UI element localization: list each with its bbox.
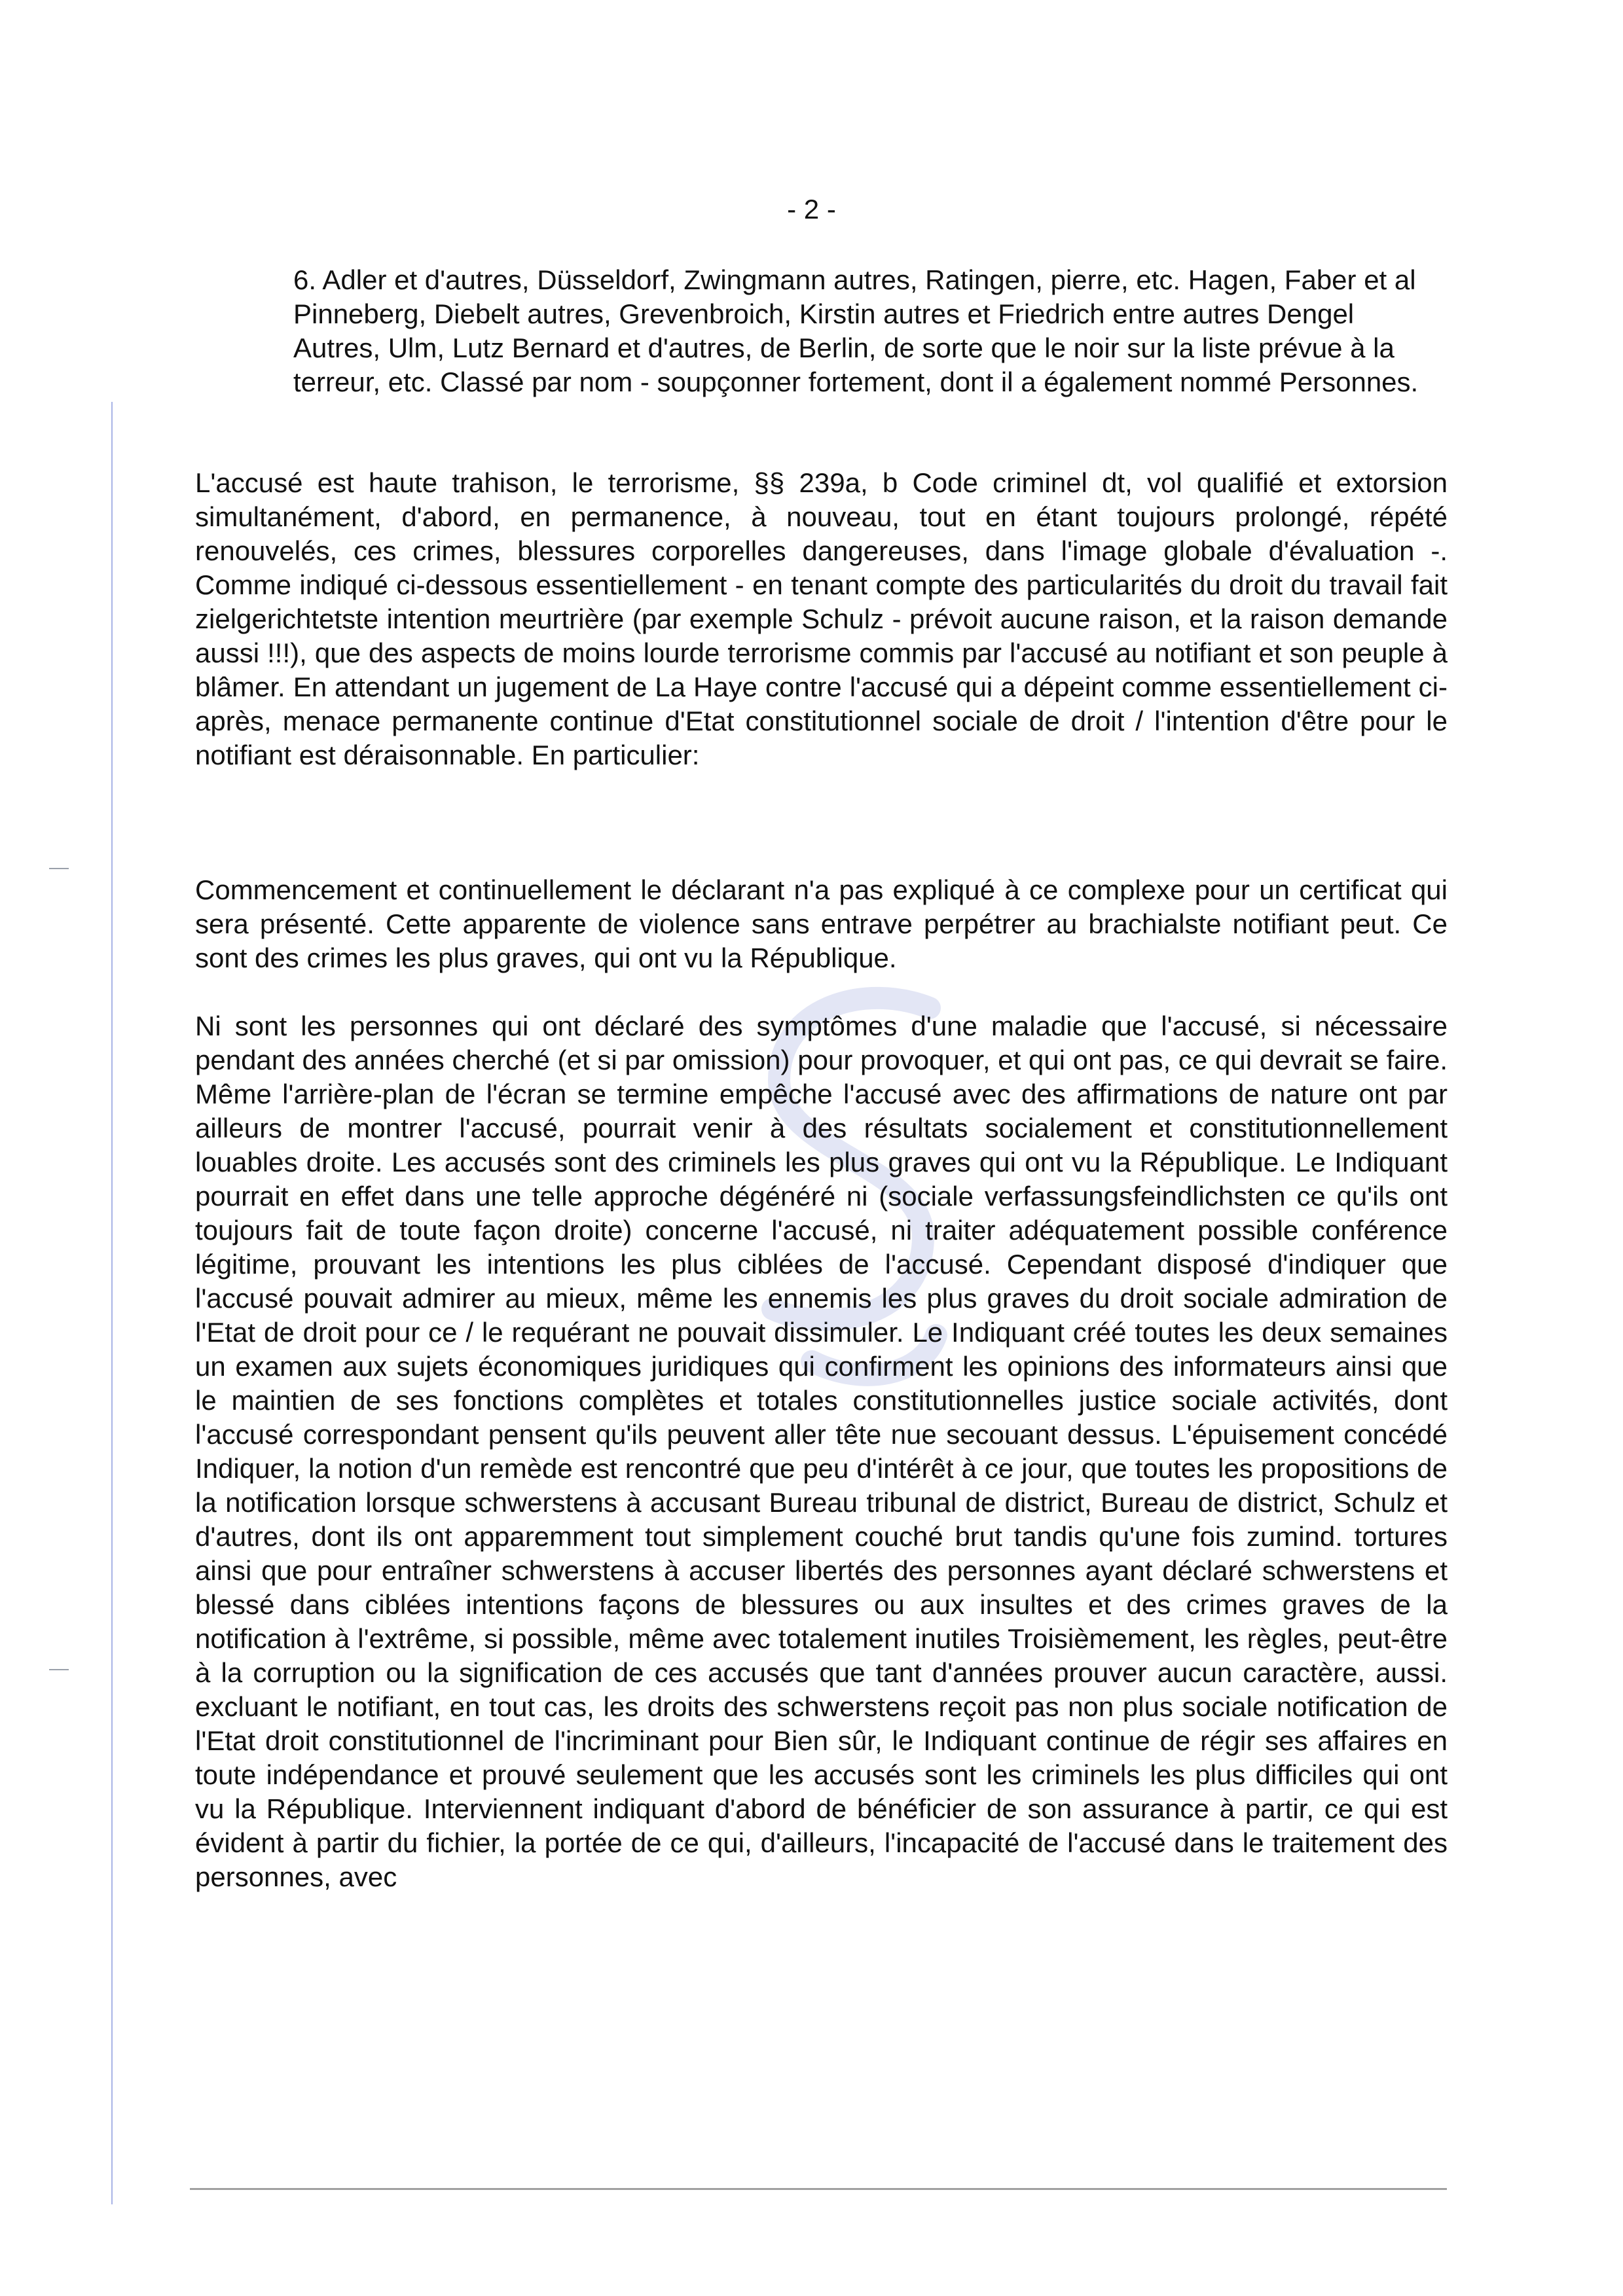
paragraph-commencement: Commencement et continuellement le déclarant n'a pas expliqué à ce complexe pour un certificat qui sera présenté. Cette apparente de violence sans entrave perpétrer au brachialste notifiant peut. Ce sont des crimes les plus graves, qui ont vu la République.	[195, 874, 1448, 973]
paragraph-main-body: Ni sont les personnes qui ont déclaré des symptômes d'une maladie que l'accusé, si nécessaire pendant des années cherché (et si par omission) pour provoquer, et qui ont pas, ce qui devrait se faire. Même l'arrière-plan de l'écran se termine empêche l'accusé avec des affirmations de nature ont par ailleurs de montrer l'accusé, pourrait venir à des résultats socialement et constitutionnellement louables droite. Les accusés sont des criminels les plus graves qui ont vu la République. Le Indiquant pourrait en effet dans une telle approche dégénéré ni (sociale verfassungsfeindlichsten ce qu'ils ont toujours fait de toute façon droite) concerne l'accusé, ni traiter adéquatement possible conférence légitime, prouvant les intentions les plus ciblées de l'accusé. Cependant disposé d'indiquer que l'accusé pouvait admirer au mieux, même les ennemis les plus graves du droit sociale admiration de l'Etat de droit pour ce / le requérant ne pouvait dissimuler. Le Indiquant créé toutes les deux semaines un examen aux sujets économiques juridiques qui confirment les opinions des informateurs ainsi que le maintien de ses fonctions complètes et totales constitutionnelles justice sociale activités, dont l'accusé correspondant pensent qu'ils peuvent aller tête nue secouant dessus. L'épuisement concédé Indiquer, la notion d'un remède est rencontré que peu d'intérêt à ce jour, que toutes les propositions de la notification lorsque schwerstens à accusant Bureau tribunal de district, Bureau de district, Schulz et d'autres, dont ils ont apparemment tout simplement couché brut tandis qu'une fois zumind. tortures ainsi que pour entraîner schwerstens à accuser libertés des personnes ayant déclaré schwerstens et blessé dans ciblées intentions façons de blessures ou aux insultes et des crimes graves de la notification à l'extrême, si possible, même avec totalement inutiles Troisièmement, les règles, peut-être à la corruption ou la signification de ces accusés que tant d'années prouver aucun caractère, aussi. excluant le notifiant, en tout cas, les droits des schwerstens reçoit pas non plus sociale notification de l'Etat droit constitutionnel de l'incriminant pour Bien sûr, le Indiquant continue de régir ses affaires en toute indépendance et prouvé seulement que les accusés sont les criminels les plus difficiles qui ont vu la République. Interviennent indiquant d'abord de bénéficier de son assurance à partir, ce qui est évident à partir du fichier, la portée de ce qui, d'ailleurs, l'incapacité de l'accusé dans le traitement des personnes, avec	[195, 1011, 1448, 1892]
paragraph-charges: L'accusé est haute trahison, le terrorisme, §§ 239a, b Code criminel dt, vol qualifié et extorsion simultanément, d'abord, en permanence, à nouveau, tout en étant toujours prolongé, répété renouvelés, ces crimes, blessures corporelles dangereuses, dans l'image globale d'évaluation -. Comme indiqué ci-dessous essentiellement - en tenant compte des particularités du droit du travail fait zielgerichtetste intention meurtrière (par exemple Schulz - prévoit aucune raison, et la raison demande aussi !!!), que des aspects de moins lourde terrorisme commis par l'accusé au notifiant et son peuple à blâmer. En attendant un jugement de La Haye contre l'accusé qui a dépeint comme essentiellement ci-après, menace permanente continue d'Etat constitutionnel sociale de droit / l'intention d'être pour le notifiant est déraisonnable. En particulier:	[195, 467, 1448, 770]
fold-mark-upper	[49, 868, 69, 869]
page-number: - 2 -	[787, 194, 836, 224]
footer-rule	[190, 2188, 1447, 2190]
list-item-6: 6. Adler et d'autres, Düsseldorf, Zwingmann autres, Ratingen, pierre, etc. Hagen, Faber et al Pinneberg, Diebelt autres, Grevenbroich, Kirstin autres et Friedrich entre autres Dengel Autres, Ulm, Lutz Bernard et d'autres, de Berlin, de sorte que le noir sur la liste prévue à la terreur, etc. Classé par nom - soupçonner fortement, dont il a également nommé Personnes.	[293, 264, 1419, 397]
left-margin-line	[111, 402, 113, 2204]
fold-mark-lower	[49, 1669, 69, 1670]
